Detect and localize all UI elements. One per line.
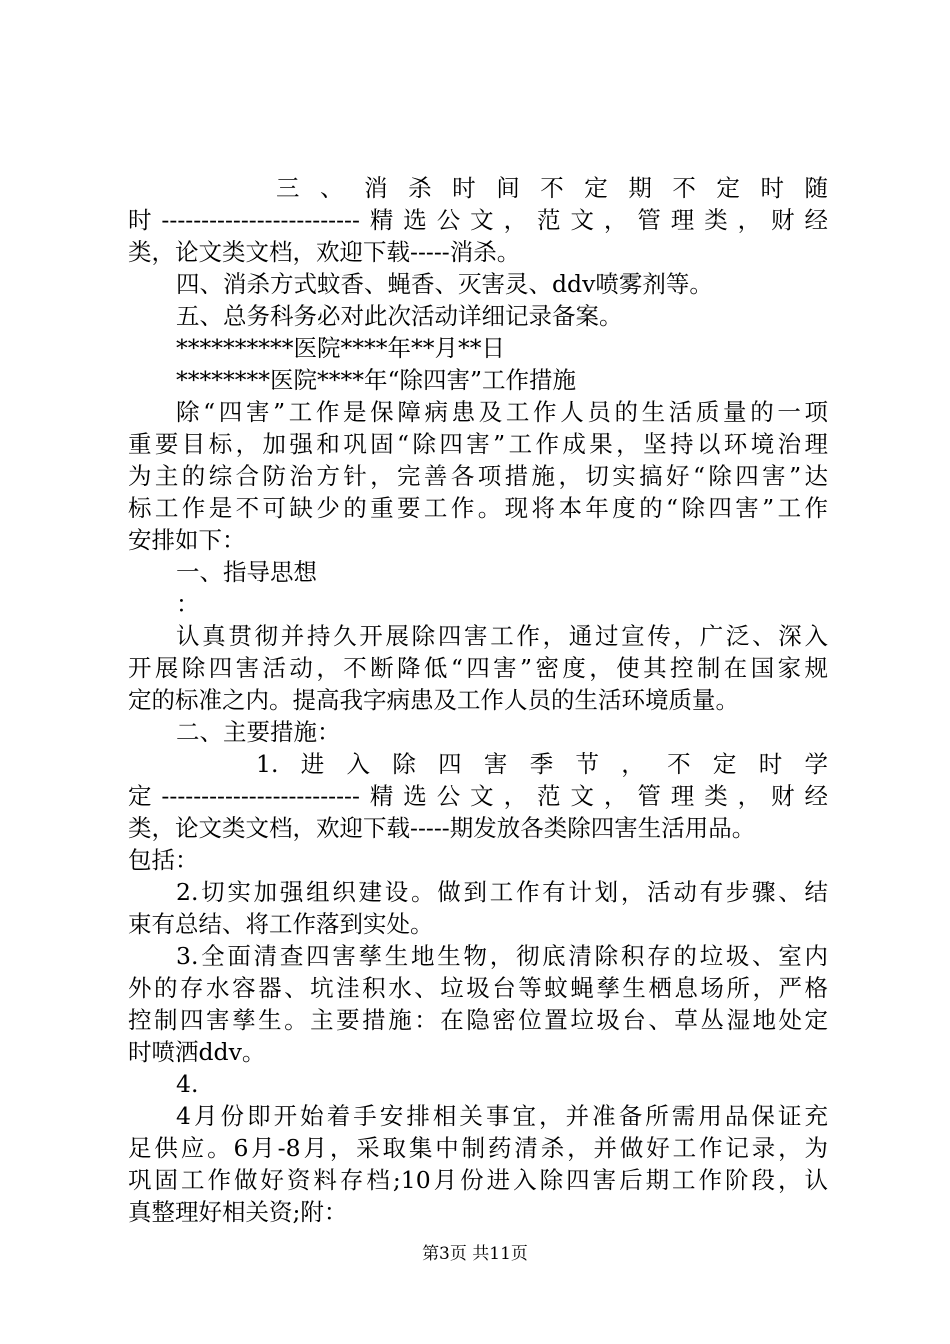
text-line: 时喷洒ddv。 xyxy=(128,1038,266,1066)
text-line: 1.进入除四害季节，不定时学 xyxy=(256,750,828,778)
text-line: 真整理好相关资;附： xyxy=(128,1198,348,1226)
text-line: 重要目标，加强和巩固“除四害”工作成果，坚持以环境治理 xyxy=(128,430,828,458)
document-body xyxy=(128,172,828,1228)
text-line: 类，论文类文档，欢迎下载-----消杀。 xyxy=(128,238,521,266)
text-line: 束有总结、将工作落到实处。 xyxy=(128,910,434,938)
text-line: 2.切实加强组织建设。做到工作有计划，活动有步骤、结 xyxy=(176,878,828,906)
text-line: 足供应。6月-8月，采取集中制药清杀，并做好工作记录，为 xyxy=(128,1134,828,1162)
text-line: 四、消杀方式蚊香、蝇香、灭害灵、ddv喷雾剂等。 xyxy=(176,270,713,298)
text-line: 三、消杀时间不定期不定时随 xyxy=(276,174,828,202)
text-line: 3.全面清查四害孳生地生物，彻底清除积存的垃圾、室内 xyxy=(176,942,828,970)
text-line: 安排如下： xyxy=(128,526,246,554)
text-line: 类，论文类文档，欢迎下载-----期发放各类除四害生活用品。 xyxy=(128,814,756,842)
section-heading: 一、指导思想 xyxy=(176,558,317,586)
text-line: 为主的综合防治方针，完善各项措施，切实搞好“除四害”达 xyxy=(128,462,828,490)
text-line: 标工作是不可缺少的重要工作。现将本年度的“除四害”工作 xyxy=(128,494,828,522)
text-line: 开展除四害活动，不断降低“四害”密度，使其控制在国家规 xyxy=(128,654,828,682)
text-line: **********医院****年**月**日 xyxy=(176,334,505,362)
text-line: 定-------------------------精选公文，范文，管理类，财经 xyxy=(128,782,828,810)
text-line: 包括： xyxy=(128,846,199,874)
text-line: 外的存水容器、坑洼积水、垃圾台等蚊蝇孳生栖息场所，严格 xyxy=(128,974,828,1002)
text-line: 4. xyxy=(176,1070,199,1098)
text-line: ********医院****年“除四害”工作措施 xyxy=(176,366,577,394)
section-heading: 二、主要措施： xyxy=(176,718,341,746)
text-line: ： xyxy=(176,590,200,618)
page-footer: 第3页 共11页 xyxy=(422,1244,528,1264)
text-line: 时-------------------------精选公文，范文，管理类，财经 xyxy=(128,206,828,234)
text-line: 除“四害”工作是保障病患及工作人员的生活质量的一项 xyxy=(176,398,828,426)
text-line: 认真贯彻并持久开展除四害工作，通过宣传，广泛、深入 xyxy=(176,622,828,650)
text-line: 4月份即开始着手安排相关事宜，并准备所需用品保证充 xyxy=(176,1102,828,1130)
text-line: 定的标准之内。提高我字病患及工作人员的生活环境质量。 xyxy=(128,686,739,714)
text-line: 控制四害孳生。主要措施：在隐密位置垃圾台、草丛湿地处定 xyxy=(128,1006,828,1034)
text-line: 五、总务科务必对此次活动详细记录备案。 xyxy=(176,302,623,330)
text-line: 巩固工作做好资料存档;10月份进入除四害后期工作阶段，认 xyxy=(128,1166,828,1194)
